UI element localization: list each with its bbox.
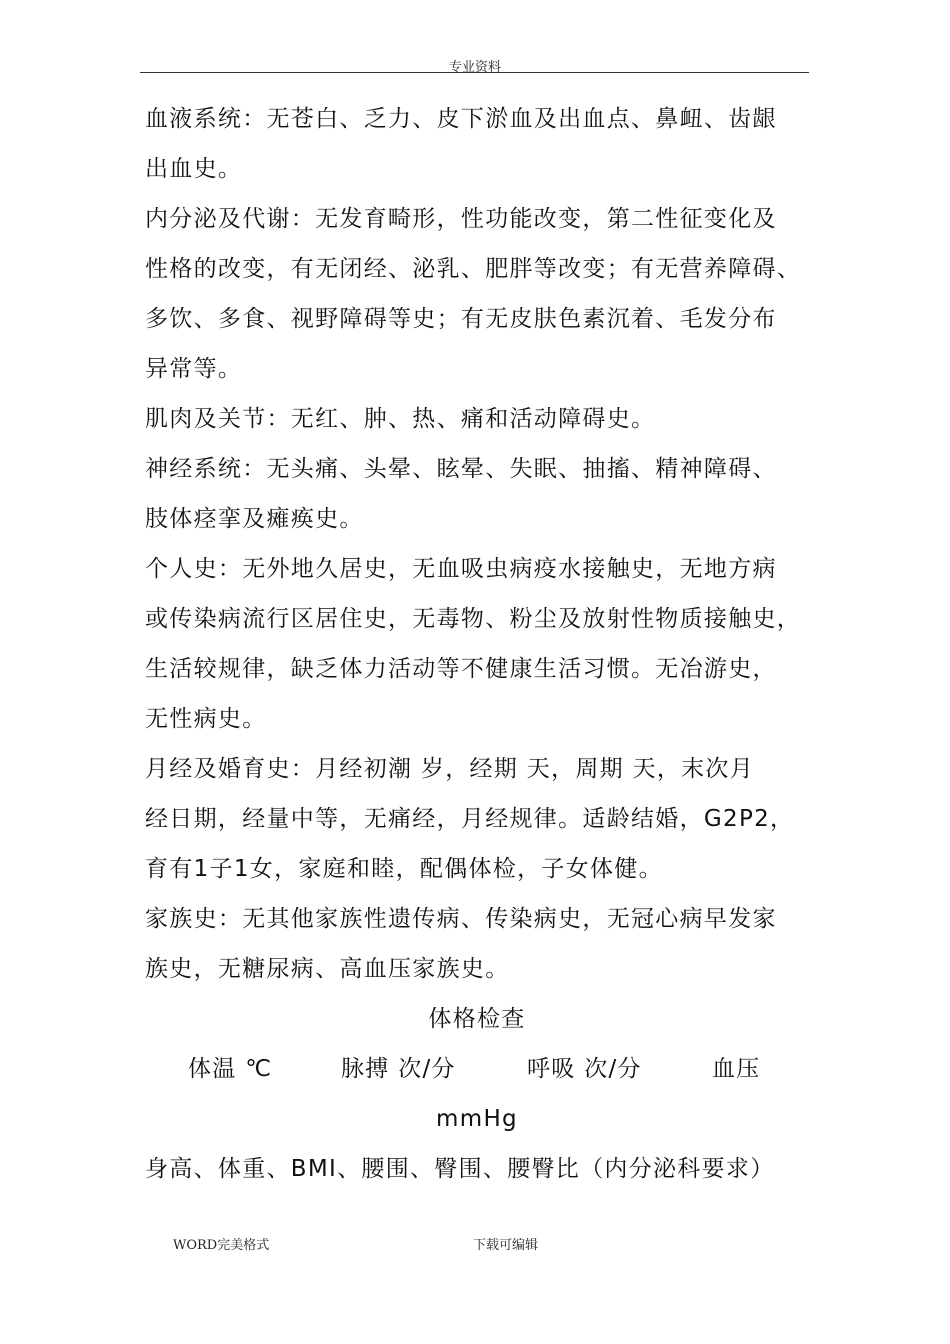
text-line: 经日期，经量中等，无痛经，月经规律。适龄结婚，G2P2， (145, 806, 795, 832)
vital-blood-pressure: 血压 (712, 1056, 761, 1082)
paragraph-musculoskeletal (145, 394, 809, 444)
paragraph-family-history (145, 894, 809, 994)
text-line: 族史，无糖尿病、高血压家族史。 (145, 956, 510, 982)
text-line: 肌肉及关节：无红、肿、热、痛和活动障碍史。 (145, 406, 656, 432)
paragraph-blood-system (145, 94, 809, 194)
text-line: 内分泌及代谢：无发育畸形，性功能改变，第二性征变化及 (145, 206, 777, 232)
page-header-label: 专业资料 (448, 60, 501, 75)
vitals-row (145, 1044, 809, 1094)
vital-respiration: 呼吸 次/分 (527, 1056, 642, 1082)
vital-bp-unit: mmHg (436, 1106, 518, 1132)
vital-pulse: 脉搏 次/分 (341, 1056, 456, 1082)
text-line: 或传染病流行区居住史，无毒物、粉尘及放射性物质接触史， (145, 606, 802, 632)
text-line: 无性病史。 (145, 706, 267, 732)
paragraph-endocrine (145, 194, 809, 394)
text-line: 异常等。 (145, 356, 243, 382)
text-line: 性格的改变，有无闭经、泌乳、肥胖等改变；有无营养障碍、 (145, 256, 802, 282)
footer-right-label: 下载可编辑 (473, 1238, 539, 1253)
text-line: 神经系统：无头痛、头晕、眩晕、失眠、抽搐、精神障碍、 (145, 456, 777, 482)
document-body (145, 94, 809, 1194)
bp-unit-row (145, 1094, 809, 1144)
text-line: 多饮、多食、视野障碍等史；有无皮肤色素沉着、毛发分布 (145, 306, 777, 332)
text-line: 肢体痉挛及瘫痪史。 (145, 506, 364, 532)
vital-temperature: 体温 ℃ (188, 1056, 273, 1082)
paragraph-personal-history (145, 544, 809, 744)
footer-left-label: WORD完美格式 (173, 1238, 270, 1253)
paragraph-nervous-system (145, 444, 809, 544)
text-line: 家族史：无其他家族性遗传病、传染病史，无冠心病早发家 (145, 906, 777, 932)
text-line: 月经及婚育史：月经初潮 岁，经期 天，周期 天，末次月 (145, 756, 755, 782)
text-line: 育有1子1女，家庭和睦，配偶体检，子女体健。 (145, 856, 663, 882)
paragraph-measurements (145, 1144, 809, 1194)
paragraph-menstrual-marital (145, 744, 809, 894)
section-title-text: 体格检查 (428, 1006, 526, 1032)
section-title-physical-exam (145, 994, 809, 1044)
text-line: 身高、体重、BMI、腰围、臀围、腰臀比（内分泌科要求） (145, 1156, 775, 1182)
text-line: 个人史：无外地久居史，无血吸虫病疫水接触史，无地方病 (145, 556, 777, 582)
text-line: 出血史。 (145, 156, 243, 182)
text-line: 血液系统：无苍白、乏力、皮下淤血及出血点、鼻衄、齿龈 (145, 106, 777, 132)
text-line: 生活较规律，缺乏体力活动等不健康生活习惯。无冶游史， (145, 656, 777, 682)
header-rule (140, 72, 809, 73)
